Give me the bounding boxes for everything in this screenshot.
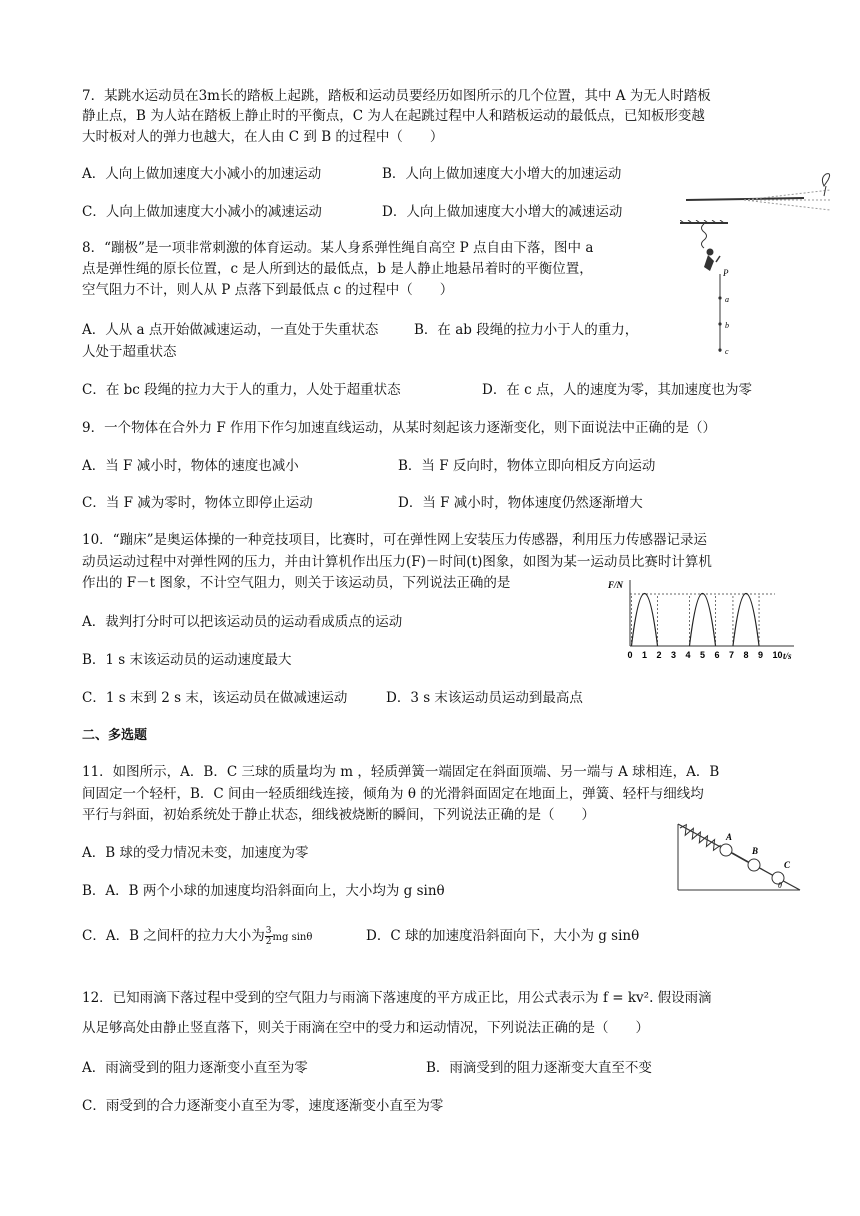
q7-option-c: C．人向上做加速度大小减小的减速运动 — [82, 204, 322, 220]
q11-option-c — [82, 926, 312, 948]
chart-x-tick-1: 1 — [642, 650, 648, 660]
chart-series — [631, 593, 759, 646]
q11-option-b: B．A．B 两个小球的加速度均沿斜面向上，大小均为 g sinθ — [82, 883, 445, 899]
q9-option-b: B．当 F 反向时，物体立即向相反方向运动 — [398, 458, 656, 474]
q7-diving-board-figure — [684, 160, 834, 218]
q7-stem-line1: 7．某跳水运动员在3m长的踏板上起跳，踏板和运动员要经历如图所示的几个位置，其中 A 为无人时踏板 — [82, 88, 711, 104]
q8-option-b-cont: 人处于超重状态 — [82, 344, 177, 360]
q12-option-a: A．雨滴受到的阻力逐渐变小直至为零 — [82, 1060, 308, 1076]
q10-option-c: C．1 s 末到 2 s 末，该运动员在做减速运动 — [82, 690, 348, 706]
q11-stem-line1: 11．如图所示，A．B．C 三球的质量均为 m ，轻质弹簧一端固定在斜面顶端、另一端与 A 球相连，A．B — [82, 764, 720, 780]
chart-y-label: F/N — [608, 580, 624, 590]
q11-option-a: A．B 球的受力情况未变，加速度为零 — [82, 845, 309, 861]
q8-bungee-figure — [680, 220, 740, 360]
q10-stem-line3: 作出的 F－t 图象，不计空气阻力，则关于该运动员，下列说法正确的是 — [82, 575, 511, 591]
q9-option-d: D．当 F 减小时，物体速度仍然逐渐增大 — [398, 495, 643, 511]
q7-option-d: D．人向上做加速度大小增大的减速运动 — [382, 204, 623, 220]
chart-x-tick-4: 4 — [685, 650, 691, 660]
q11-stem-line3: 平行与斜面，初始系统处于静止状态，细线被烧断的瞬间，下列说法正确的是（ ） — [82, 807, 595, 823]
q7-stem-line2: 静止点，B 为人站在踏板上静止时的平衡点，C 为人在起跳过程中人和踏板运动的最低点，已知板形变越 — [82, 108, 705, 124]
q8-label-b: b — [725, 321, 729, 330]
chart-x-label: t/s — [783, 651, 792, 661]
q10-force-time-chart — [600, 572, 800, 668]
q12-option-c: C．雨受到的合力逐渐变小直至为零，速度逐渐变小直至为零 — [82, 1098, 444, 1114]
q8-stem-line3: 空气阻力不计，则人从 P 点落下到最低点 c 的过程中（ ） — [82, 282, 454, 298]
q10-option-b: B．1 s 末该运动员的运动速度最大 — [82, 652, 292, 668]
q11-stem-line2: 间固定一个轻杆，B．C 间由一轻质细线连接，倾角为 θ 的光滑斜面固定在地面上，弹簧、轻杆与细线均 — [82, 786, 704, 802]
chart-x-tick-8: 8 — [743, 650, 749, 660]
q8-stem-line2: 点是弹性绳的原长位置，c 是人所到达的最低点，b 是人静止地悬吊着时的平衡位置， — [82, 261, 593, 277]
chart-x-tick-3: 3 — [671, 650, 677, 660]
q12-stem-line2: 从足够高处由静止竖直落下，则关于雨滴在空中的受力和运动情况，下列说法正确的是（ ） — [82, 1020, 649, 1036]
q12-stem-line1: 12．已知雨滴下落过程中受到的空气阻力与雨滴下落速度的平方成正比，用公式表示为 f = kv². 假设雨滴 — [82, 990, 712, 1006]
q8-label-c: c — [725, 347, 729, 356]
q8-option-d: D．在 c 点，人的速度为零，其加速度也为零 — [482, 382, 752, 398]
chart-axes — [630, 580, 794, 646]
chart-x-tick-6: 6 — [714, 650, 720, 660]
q8-option-a: A．人从 a 点开始做减速运动，一直处于失重状态 — [82, 322, 379, 338]
q11-option-c-text: C．A．B 之间杆的拉力大小为 — [82, 928, 265, 944]
q8-label-p: P — [723, 268, 729, 278]
section-title-multiple-choice: 二、多选题 — [82, 728, 148, 743]
q11-option-c-formula: mg sinθ — [272, 932, 313, 943]
q11-option-d: D．C 球的加速度沿斜面向下，大小为 g sinθ — [366, 928, 640, 944]
fraction-numerator: 3 — [265, 926, 272, 936]
chart-series-arch-2 — [689, 593, 715, 646]
chart-x-tick-2: 2 — [656, 650, 662, 660]
q7-stem-line3: 大时板对人的弹力也越大，在人由 C 到 B 的过程中（ ） — [82, 129, 444, 145]
chart-series-arch-1 — [631, 593, 657, 646]
q8-stem-line1: 8．“蹦极”是一项非常刺激的体育运动。某人身系弹性绳自高空 P 点自由下落，图中 a — [82, 240, 594, 256]
q8-option-c: C．在 bc 段绳的拉力大于人的重力，人处于超重状态 — [82, 382, 401, 398]
chart-series-arch-3 — [733, 593, 759, 646]
q11-incline-figure — [674, 820, 804, 896]
q9-stem: 9．一个物体在合外力 F 作用下作匀加速直线运动，从某时刻起该力逐渐变化，则下面说法中正确的是（） — [82, 420, 717, 436]
q7-option-a: A．人向上做加速度大小减小的加速运动 — [82, 166, 322, 182]
chart-tick-labels — [628, 650, 783, 660]
q11-label-b: B — [752, 846, 759, 856]
q10-stem-line1: 10．“蹦床”是奥运体操的一种竞技项目，比赛时，可在弹性网上安装压力传感器，利用压力传感器记录运 — [82, 532, 707, 548]
chart-x-tick-10: 10 — [772, 650, 783, 660]
q8-label-a: a — [725, 295, 729, 304]
fraction-denominator: 2 — [265, 937, 272, 947]
q11-label-theta: θ — [778, 881, 782, 890]
q9-option-c: C．当 F 减为零时，物体立即停止运动 — [82, 495, 313, 511]
chart-x-tick-0: 0 — [627, 650, 633, 660]
fraction-three-halves — [265, 926, 273, 947]
chart-x-tick-9: 9 — [758, 650, 764, 660]
q11-label-a: A — [726, 832, 733, 842]
q10-option-d: D．3 s 末该运动员运动到最高点 — [386, 690, 583, 706]
q9-option-a: A．当 F 减小时，物体的速度也减小 — [82, 458, 299, 474]
q8-option-b: B．在 ab 段绳的拉力小于人的重力， — [414, 322, 639, 338]
chart-x-tick-5: 5 — [700, 650, 706, 660]
chart-x-tick-7: 7 — [729, 650, 735, 660]
q10-option-a: A．裁判打分时可以把该运动员的运动看成质点的运动 — [82, 614, 403, 630]
q10-stem-line2: 动员运动过程中对弹性网的压力，并由计算机作出压力(F)－时间(t)图象，如图为某一运动员比赛时计算机 — [82, 554, 712, 570]
q12-option-b: B．雨滴受到的阻力逐渐变大直至不变 — [426, 1060, 652, 1076]
q11-label-c: C — [784, 860, 791, 870]
q7-option-b: B．人向上做加速度大小增大的加速运动 — [382, 166, 622, 182]
